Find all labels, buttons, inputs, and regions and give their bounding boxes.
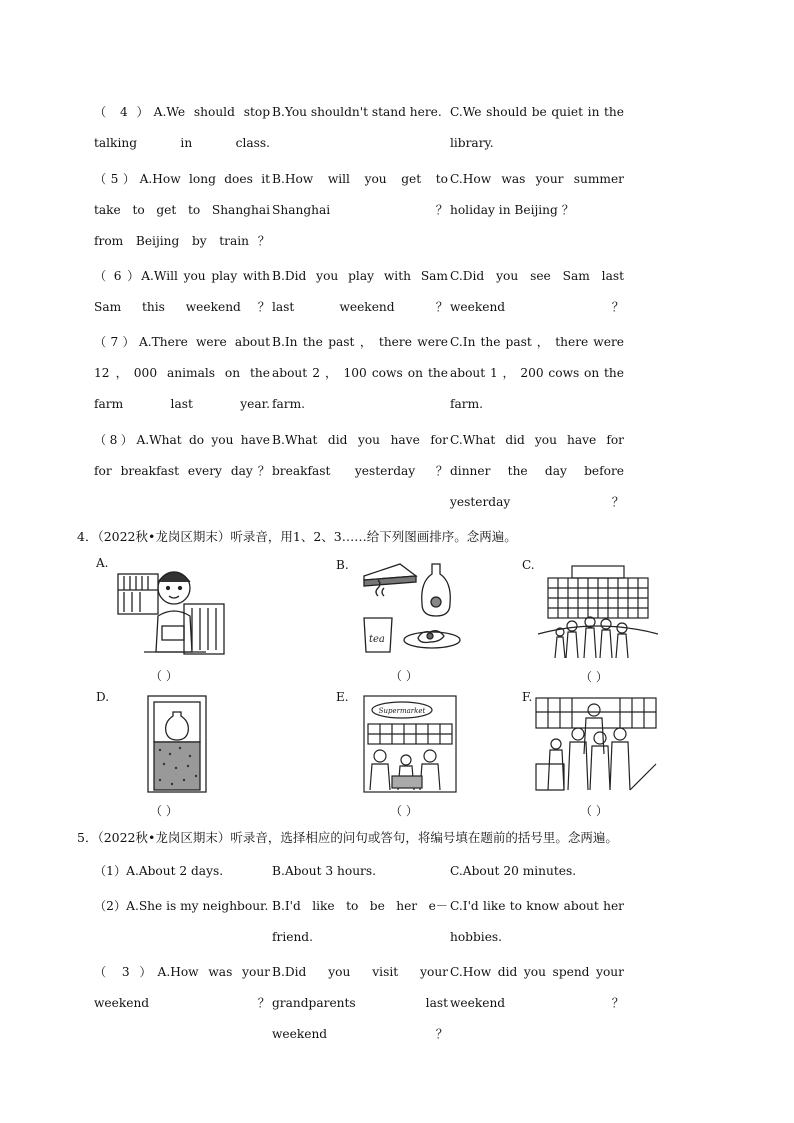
option-c: C.How did you spend your weekend？: [450, 965, 624, 1010]
picture-label-e: E.: [336, 690, 349, 704]
option-a: （ 3 ）A.How was your weekend？: [94, 965, 270, 1010]
option-a: （ 4 ）A.We should stop talking in class.: [94, 105, 270, 150]
picture-e: [362, 694, 458, 794]
museum-building-icon: [538, 560, 658, 662]
answer-paren-b: （ ）: [390, 669, 418, 683]
q3-row-6: [94, 261, 626, 323]
picture-b: [360, 560, 464, 658]
option-c: C.Did you see Sam last weekend？: [450, 269, 624, 314]
q3-row-7: [94, 327, 626, 420]
picture-f: [534, 694, 658, 794]
picture-a: [114, 560, 228, 660]
option-b: B.About 3 hours.: [272, 864, 377, 878]
answer-paren-f: （ ）: [580, 804, 608, 818]
option-c: C.About 20 minutes.: [450, 864, 577, 878]
option-b: B.How will you get to Shanghai？: [272, 172, 448, 217]
q5-row-2: [94, 891, 626, 953]
option-a: （2）A.She is my neighbour.: [94, 899, 269, 913]
option-a: （7）A.There were about 12，000 animals on the farm last year.: [94, 335, 270, 411]
option-c: C.We should be quiet in the library.: [450, 105, 624, 150]
q3-row-8: [94, 425, 626, 518]
option-a: （5）A.How long does it take to get to Shanghai from Beijing by train？: [94, 172, 270, 248]
picture-label-f: F.: [522, 690, 533, 704]
option-a: （8）A.What do you have for breakfast every day？: [94, 433, 270, 478]
answer-paren-c: （ ）: [580, 670, 608, 684]
option-c: C.How was your summer holiday in Beijing ？: [450, 172, 624, 217]
option-b: B.Did you visit your grandparents last weekend？: [272, 965, 448, 1041]
option-c: C.I'd like to know about her hobbies.: [450, 899, 624, 944]
option-b: B.In the past ， there were about 2 ， 100 cows on the farm.: [272, 335, 448, 411]
q5-row-1: [94, 856, 626, 887]
boy-reading-icon: [114, 560, 228, 660]
option-b: B.What did you have for breakfast yesterday？: [272, 433, 448, 478]
svg-text:tea: tea: [369, 634, 385, 645]
option-a: （1）A.About 2 days.: [94, 864, 224, 878]
option-c: C.In the past ， there were about 1 ， 200 cows on the farm.: [450, 335, 624, 411]
vase-display-icon: [146, 694, 208, 794]
option-b: B.Did you play with Sam last weekend？: [272, 269, 448, 314]
breakfast-food-icon: [360, 560, 464, 658]
picture-label-b: B.: [336, 558, 349, 572]
q3-row-4: [94, 97, 626, 159]
option-a: （ 6 ）A.Will you play with Sam this weekend？: [94, 269, 270, 314]
supermarket-sign-text: Supermarket: [378, 707, 426, 715]
answer-paren-d: （ ）: [150, 804, 178, 818]
library-students-icon: [534, 694, 658, 794]
picture-d: [146, 694, 208, 794]
q3-row-5: [94, 164, 626, 257]
picture-label-c: C.: [522, 558, 535, 572]
option-c: C.What did you have for dinner the day before yesterday？: [450, 433, 624, 509]
answer-paren-e: （ ）: [390, 804, 418, 818]
q5-heading: 5．（2022秋•龙岗区期末）听录音，选择相应的问句或答句，将编号填在题前的括号里。念两遍。: [77, 830, 618, 845]
q4-heading: 4．（2022秋•龙岗区期末）听录音，用1、2、3……给下列图画排序。念两遍。: [77, 529, 517, 544]
q5-row-3: [94, 957, 626, 1050]
option-b: B.You shouldn't stand here.: [272, 105, 442, 119]
picture-c: [538, 560, 658, 662]
picture-label-d: D.: [96, 690, 110, 704]
picture-label-a: A.: [96, 556, 109, 570]
answer-paren-a: （ ）: [150, 669, 178, 683]
supermarket-icon: [362, 694, 458, 794]
option-b: B.I'd like to be her e－friend.: [272, 899, 448, 944]
